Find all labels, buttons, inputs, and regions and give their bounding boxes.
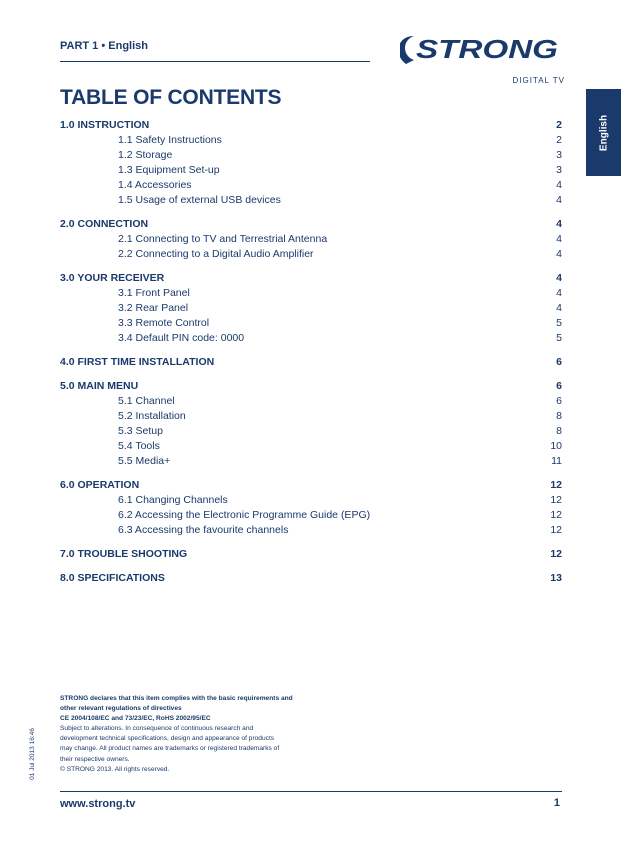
toc-page-number: 4 xyxy=(556,287,562,299)
logo-tagline: DIGITAL TV xyxy=(512,76,565,85)
toc-chapter-row xyxy=(60,571,562,586)
toc-entry-label: 1.5 Usage of external USB devices xyxy=(118,194,281,206)
toc-chapter-row xyxy=(60,217,562,232)
toc-page-number: 6 xyxy=(556,356,562,368)
toc-entry-label: 3.0 YOUR RECEIVER xyxy=(60,272,165,284)
toc-section xyxy=(60,271,562,346)
legal-line: CE 2004/108/EC and 73/23/EC, RoHS 2002/95/EC xyxy=(60,715,211,723)
toc-chapter-row xyxy=(60,355,562,370)
toc-section xyxy=(60,547,562,562)
toc-page-number: 5 xyxy=(556,317,562,329)
toc-entry-label: 1.3 Equipment Set-up xyxy=(118,164,220,176)
legal-notice xyxy=(60,694,320,775)
toc-entry-label: 5.0 MAIN MENU xyxy=(60,380,139,392)
toc-entry-label: 4.0 FIRST TIME INSTALLATION xyxy=(60,356,215,368)
toc-page-number: 4 xyxy=(556,233,562,245)
toc-page-number: 12 xyxy=(550,479,562,491)
toc-entry-label: 2.0 CONNECTION xyxy=(60,218,149,230)
toc-item-row xyxy=(60,316,562,331)
toc-entry-label: 5.3 Setup xyxy=(118,425,163,437)
toc-item-row xyxy=(60,439,562,454)
logo-wordmark: STRONG xyxy=(416,34,558,64)
toc-chapter-row xyxy=(60,547,562,562)
page-title: TABLE OF CONTENTS xyxy=(60,86,282,109)
toc-entry-label: 7.0 TROUBLE SHOOTING xyxy=(60,548,188,560)
table-of-contents xyxy=(60,118,562,595)
toc-section xyxy=(60,355,562,370)
toc-entry-label: 6.3 Accessing the favourite channels xyxy=(118,524,289,536)
strong-logo-icon xyxy=(400,30,565,74)
toc-page-number: 4 xyxy=(556,302,562,314)
toc-entry-label: 5.2 Installation xyxy=(118,410,186,422)
strong-logo xyxy=(400,30,565,88)
toc-entry-label: 1.4 Accessories xyxy=(118,179,192,191)
toc-item-row xyxy=(60,247,562,262)
toc-page-number: 12 xyxy=(550,494,562,506)
toc-page-number: 3 xyxy=(556,149,562,161)
toc-item-row xyxy=(60,454,562,469)
legal-line: STRONG declares that this item complies with the basic requirements and xyxy=(60,695,293,702)
toc-page-number: 12 xyxy=(550,548,562,560)
toc-entry-label: 3.3 Remote Control xyxy=(118,317,210,329)
header-divider xyxy=(60,61,370,62)
toc-chapter-row xyxy=(60,379,562,394)
toc-item-row xyxy=(60,232,562,247)
toc-item-row xyxy=(60,523,562,538)
toc-item-row xyxy=(60,424,562,439)
toc-entry-label: 3.1 Front Panel xyxy=(118,287,190,299)
toc-item-row xyxy=(60,331,562,346)
toc-item-row xyxy=(60,301,562,316)
toc-entry-label: 2.2 Connecting to a Digital Audio Amplifier xyxy=(118,248,314,260)
toc-item-row xyxy=(60,286,562,301)
toc-entry-label: 8.0 SPECIFICATIONS xyxy=(60,572,165,584)
toc-entry-label: 6.2 Accessing the Electronic Programme Guide (EPG) xyxy=(118,509,371,521)
toc-page-number: 3 xyxy=(556,164,562,176)
toc-page-number: 8 xyxy=(556,425,562,437)
toc-entry-label: 2.1 Connecting to TV and Terrestrial Antenna xyxy=(118,233,328,245)
toc-page-number: 10 xyxy=(550,440,562,452)
part-label: PART 1 • English xyxy=(60,40,148,52)
toc-section xyxy=(60,379,562,469)
toc-entry-label: 6.1 Changing Channels xyxy=(118,494,228,506)
toc-page-number: 4 xyxy=(556,248,562,260)
toc-item-row xyxy=(60,178,562,193)
legal-line: their respective owners. xyxy=(60,755,130,763)
toc-entry-label: 3.4 Default PIN code: 0000 xyxy=(118,332,245,344)
toc-entry-label: 5.1 Channel xyxy=(118,395,175,407)
toc-item-row xyxy=(60,193,562,208)
toc-page-number: 4 xyxy=(556,179,562,191)
toc-page-number: 12 xyxy=(550,524,562,536)
legal-line: © STRONG 2013. All rights reserved. xyxy=(60,765,170,773)
toc-page-number: 13 xyxy=(550,572,562,584)
toc-page-number: 2 xyxy=(556,134,562,146)
toc-entry-label: 6.0 OPERATION xyxy=(60,479,140,491)
toc-item-row xyxy=(60,394,562,409)
toc-page-number: 5 xyxy=(556,332,562,344)
toc-section xyxy=(60,478,562,538)
toc-page-number: 12 xyxy=(550,509,562,521)
toc-entry-label: 5.4 Tools xyxy=(118,440,160,452)
toc-section xyxy=(60,571,562,586)
footer-divider xyxy=(60,791,562,792)
page-number: 1 xyxy=(553,797,560,809)
toc-page-number: 11 xyxy=(551,455,562,467)
toc-page-number: 8 xyxy=(556,410,562,422)
toc-item-row xyxy=(60,409,562,424)
print-timestamp: 01 Jul 2013 16:46 xyxy=(29,728,36,780)
toc-entry-label: 5.5 Media+ xyxy=(118,455,171,467)
legal-line: may change. All product names are trademarks or registered trademarks of xyxy=(60,745,280,753)
toc-section xyxy=(60,217,562,262)
toc-chapter-row xyxy=(60,478,562,493)
toc-section xyxy=(60,118,562,208)
toc-entry-label: 3.2 Rear Panel xyxy=(118,302,189,314)
toc-entry-label: 1.1 Safety Instructions xyxy=(118,134,222,146)
toc-item-row xyxy=(60,133,562,148)
toc-page-number: 2 xyxy=(556,119,562,131)
toc-entry-label: 1.2 Storage xyxy=(118,149,173,161)
toc-chapter-row xyxy=(60,271,562,286)
toc-page-number: 4 xyxy=(556,272,562,284)
footer-url: www.strong.tv xyxy=(60,798,136,810)
legal-line: Subject to alterations. In consequence of continuous research and xyxy=(60,725,254,733)
toc-item-row xyxy=(60,493,562,508)
toc-item-row xyxy=(60,163,562,178)
toc-entry-label: 1.0 INSTRUCTION xyxy=(60,119,150,131)
logo-swoosh-icon xyxy=(400,36,414,64)
language-tab-label: English xyxy=(598,114,609,151)
legal-line: other relevant regulations of directives xyxy=(60,705,182,713)
toc-page-number: 4 xyxy=(556,218,562,230)
toc-page-number: 6 xyxy=(556,395,562,407)
toc-item-row xyxy=(60,148,562,163)
language-tab xyxy=(586,89,621,176)
toc-page-number: 4 xyxy=(556,194,562,206)
toc-chapter-row xyxy=(60,118,562,133)
legal-line: development technical specifications, design and appearance of products xyxy=(60,735,275,743)
toc-page-number: 6 xyxy=(556,380,562,392)
toc-item-row xyxy=(60,508,562,523)
